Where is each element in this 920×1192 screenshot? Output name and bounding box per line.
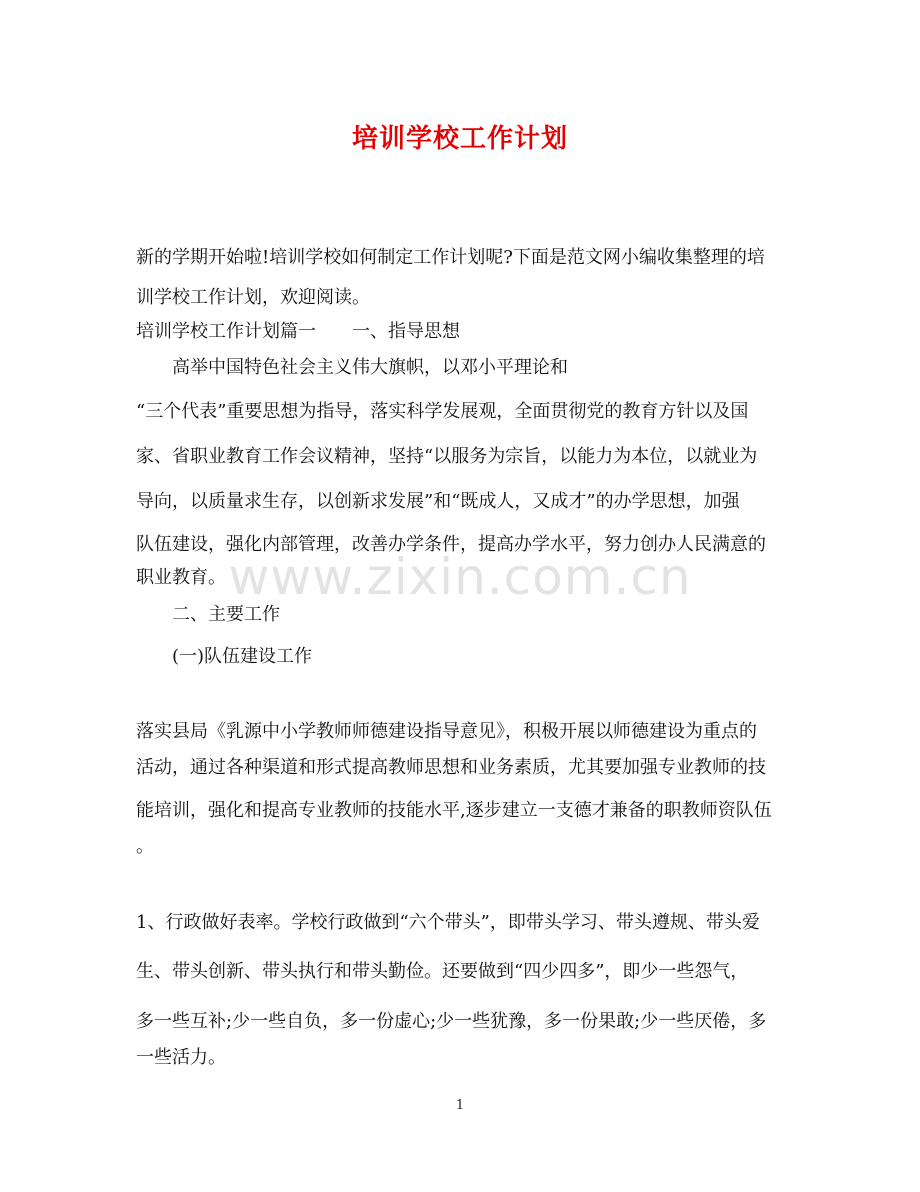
paragraph-line: 落实县局《乳源中小学教师师德建设指导意见》，积极开展以师德建设为重点的	[136, 721, 757, 742]
paragraph-line: 能培训，强化和提高专业教师的技能水平,逐步建立一支德才兼备的职教师资队伍	[136, 800, 772, 821]
paragraph-line: 。	[136, 836, 154, 857]
paragraph-line: 队伍建设，强化内部管理，改善办学条件，提高办学水平，努力创办人民满意的	[136, 534, 766, 555]
paragraph-line: 导向，以质量求生存，以创新求发展”和“既成人，又成才”的办学思想，加强	[136, 491, 740, 512]
paragraph-line: 高举中国特色社会主义伟大旗帜，以邓小平理论和	[172, 357, 568, 378]
watermark-text: www.zixin.com.cn	[228, 548, 692, 606]
paragraph-line: 活动，通过各种渠道和形式提高教师思想和业务素质，尤其要加强专业教师的技	[136, 757, 766, 778]
paragraph-line: 新的学期开始啦!培训学校如何制定工作计划呢?下面是范文网小编收集整理的培	[136, 247, 765, 268]
document-title: 培训学校工作计划	[351, 124, 568, 154]
paragraph-line: 一些活力。	[136, 1047, 226, 1068]
paragraph-line: 家、省职业教育工作会议精神，坚持“以服务为宗旨，以能力为本位，以就业为	[136, 446, 758, 467]
paragraph-line: 多一些互补;少一些自负，多一份虚心;少一些犹豫，多一份果敢;少一些厌倦，多	[136, 1011, 767, 1032]
paragraph-line: 1、行政做好表率。学校行政做到“六个带头”，即带头学习、带头遵规、带头爱	[136, 912, 760, 933]
paragraph-line: 职业教育。	[136, 567, 226, 588]
section-heading: 二、主要工作	[172, 604, 280, 625]
subsection-heading: (一)队伍建设工作	[172, 646, 313, 667]
paragraph-line: 训学校工作计划，欢迎阅读。	[136, 287, 370, 308]
paragraph-line: “三个代表”重要思想为指导，落实科学发展观，全面贯彻党的教育方针以及国	[136, 401, 749, 422]
paragraph-line: 生、带头创新、带头执行和带头勤俭。还要做到“四少四多”，即少一些怨气，	[136, 961, 749, 982]
section-heading: 培训学校工作计划篇一 一、指导思想	[136, 321, 460, 342]
page-number: 1	[455, 1098, 465, 1113]
